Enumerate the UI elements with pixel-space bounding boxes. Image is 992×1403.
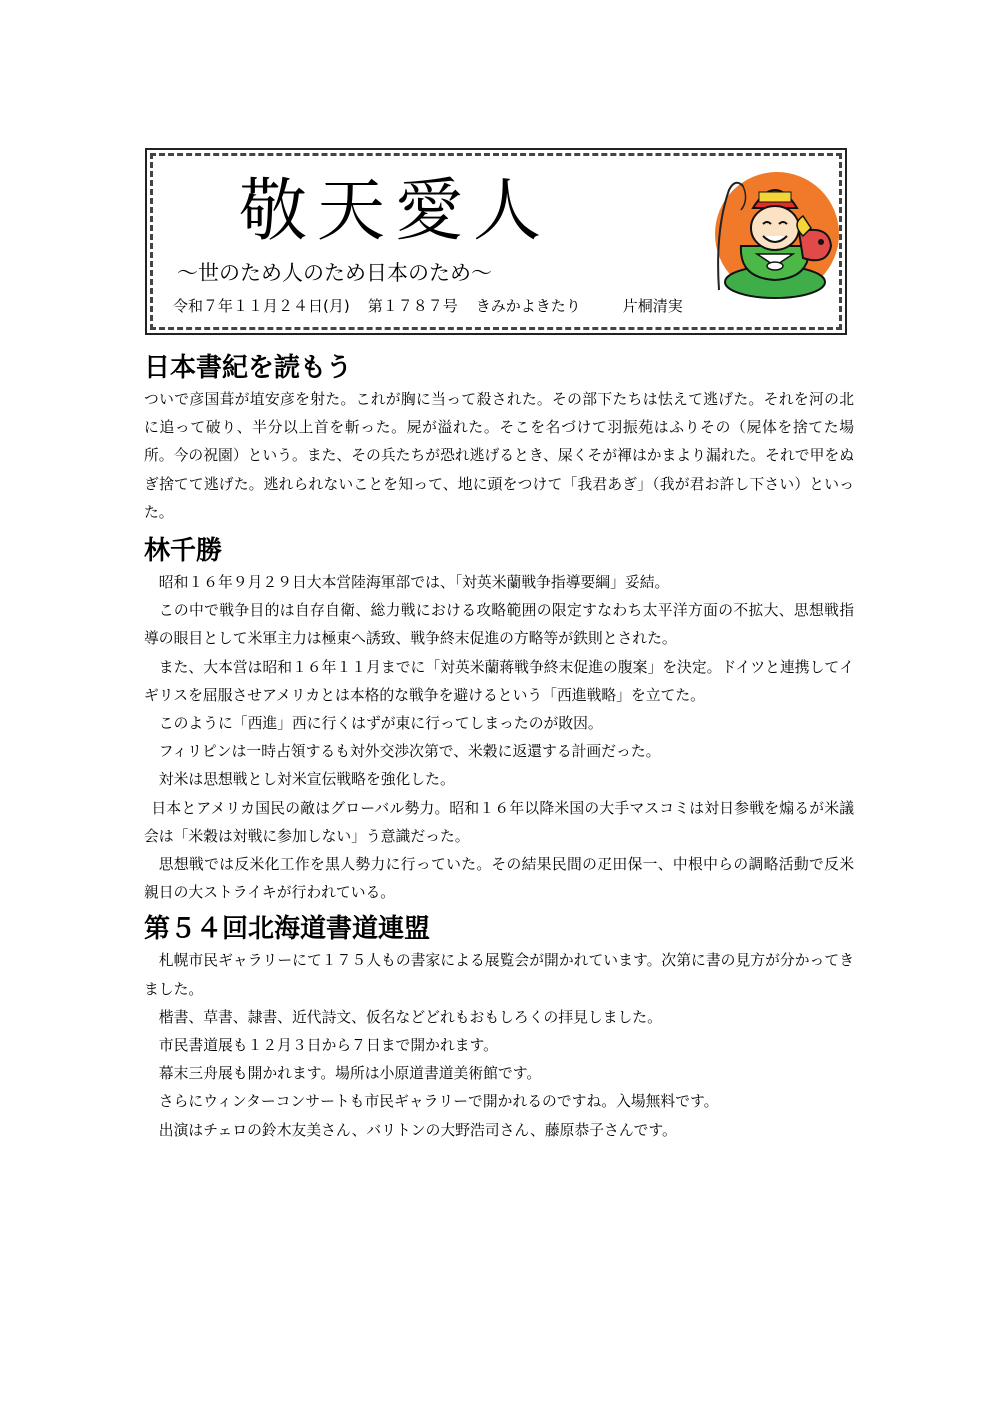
author-name: 片桐清実 [622, 297, 683, 315]
paragraph: 市民書道展も１２月３日から７日まで開かれます。 [158, 1037, 498, 1055]
issue-date: 令和７年１１月２４日(月) [173, 297, 350, 315]
paragraph: 出演はチェロの鈴木友美さん、バリトンの大野浩司さん、藤原恭子さんです。 [158, 1121, 677, 1139]
paragraph: 札幌市民ギャラリーにて１７５人もの書家による展覧会が開かれています。次第に書の見方が分かってきました。 [144, 952, 854, 998]
paragraph: さらにウィンターコンサートも市民ギャラリーで開かれるのですね。入場無料です。 [158, 1093, 719, 1111]
masthead-meta [173, 296, 683, 316]
ebisu-illustration [711, 170, 839, 300]
paragraph: ついで彦国葺が埴安彦を射た。これが胸に当って殺された。その部下たちは怯えて逃げた。それを河の北に追って破り、半分以上首を斬った。屍が溢れた。そこを名づけて羽振苑はふりその（屍体を捨てた場所。今の祝園）という。また、その兵たちが恐れ逃げるとき、屎くそが褌はかまより漏れた。それで甲をぬぎ捨てて逃げた。逃れられないことを知って、地に頭をつけて「我君あぎ」（我が君お許し下さい）といった。 [144, 391, 854, 521]
paragraph: 対米は思想戦とし対米宣伝戦略を強化した。 [158, 771, 455, 789]
newsletter-content [144, 350, 854, 1145]
paragraph: また、大本営は昭和１６年１１月までに「対英米蘭蒋戦争終末促進の腹案」を決定。ドイツと連携してイギリスを屈服させアメリカとは本格的な戦争を避けるという「西進戦略」を立てた。 [144, 658, 854, 704]
paragraph: このように「西進」西に行くはずが東に行ってしまったのが敗因。 [158, 715, 603, 733]
paragraph: 日本とアメリカ国民の敵はグローバル勢力。昭和１６年以降米国の大手マスコミは対日参戦を煽るが米議会は「米穀は対戦に参加しない」う意識だった。 [144, 799, 854, 845]
paragraph: 幕末三舟展も開かれます。場所は小原道書道美術館です。 [158, 1065, 542, 1083]
section-heading: 日本書紀を読もう [144, 353, 353, 383]
section-hayashi-chikatsu [144, 533, 854, 907]
section-heading: 第５４回北海道書道連盟 [144, 914, 431, 945]
paragraph: 思想戦では反米化工作を黒人勢力に行っていた。その結果民間の疋田保一、中根中らの調略活動で反米親日の大ストライキが行われている。 [144, 856, 854, 902]
column-name: きみかよきたり [475, 297, 581, 315]
issue-number: 第１７８７号 [367, 297, 458, 315]
paragraph: 昭和１６年９月２９日大本営陸海軍部では、「対英米蘭戦争指導要綱」妥結。 [158, 574, 670, 592]
masthead-title: 敬天愛人 [239, 172, 552, 251]
paragraph: この中で戦争目的は自存自衛、総力戦における攻略範囲の限定すなわち太平洋方面の不拡大、思想戦指導の眼目として米軍主力は極東へ誘致、戦争終末促進の方略等が鉄則とされた。 [144, 602, 854, 648]
paragraph: フィリピンは一時占領するも対外交渉次第で、米穀に返還する計画だった。 [158, 743, 661, 761]
section-heading: 林千勝 [144, 536, 223, 567]
paragraph: 楷書、草書、隷書、近代詩文、仮名などどれもおもしろくの拝見しました。 [158, 1008, 662, 1026]
section-nihon-shoki [144, 350, 854, 527]
masthead [145, 148, 847, 335]
masthead-subtitle: ～世のため人のため日本のため～ [177, 261, 492, 285]
section-hokkaido-shodo [144, 911, 854, 1144]
